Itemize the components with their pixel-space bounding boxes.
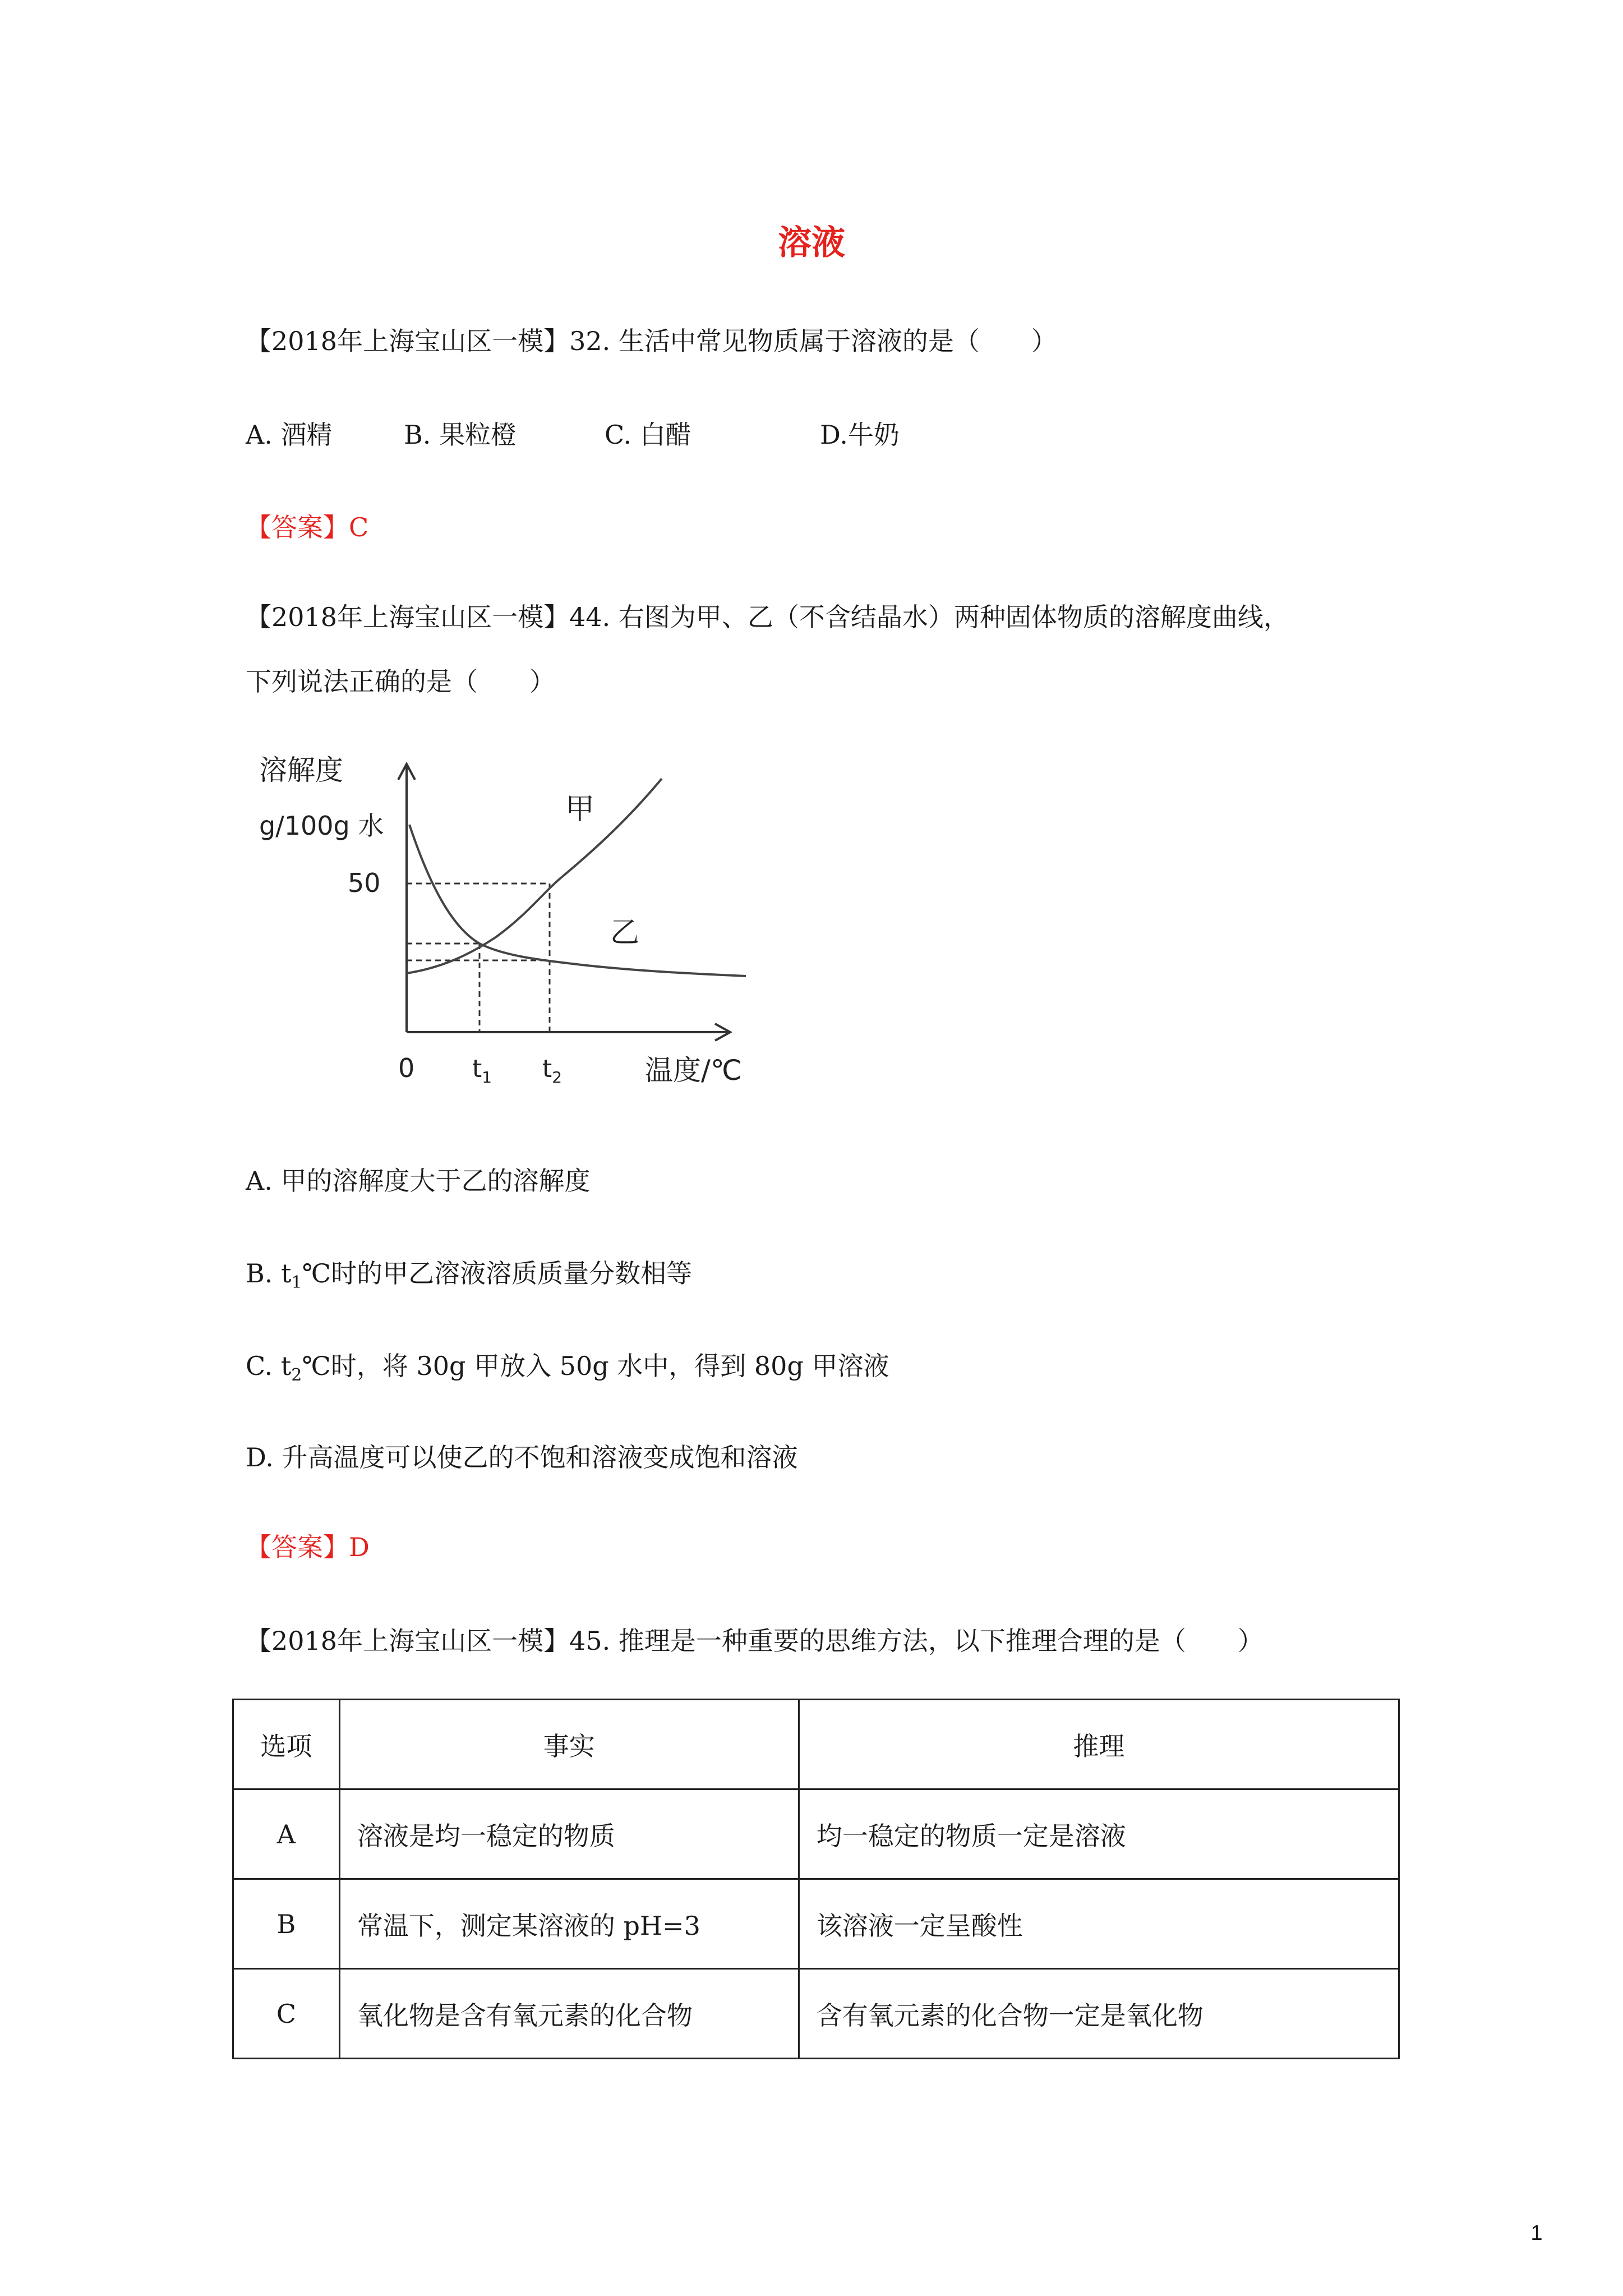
reasoning-table	[232, 1699, 1400, 2059]
curve-yi-label: 乙	[610, 916, 640, 950]
curve-jia-label: 甲	[565, 793, 595, 826]
page-title: 溶液	[778, 223, 845, 263]
row-a-option: A	[233, 1789, 340, 1879]
row-b-fact: 常温下，测定某溶液的 pH=3	[339, 1879, 799, 1969]
header-option: 选项	[233, 1700, 340, 1789]
q44-option-c: C. $t_2℃$时，将 30g 甲放入 50g 水中，得到 80g 甲溶液	[246, 1351, 889, 1385]
question-32-stem: 【2018年上海宝山区一模】32. 生活中常见物质属于溶液的是（ ）	[246, 326, 1057, 356]
q44-option-b: B. $t_1℃$时的甲乙溶液溶质质量分数相等	[246, 1258, 693, 1292]
row-a-inference: 均一稳定的物质一定是溶液	[799, 1789, 1399, 1879]
row-a-fact: 溶液是均一稳定的物质	[339, 1789, 799, 1879]
table-row	[233, 1789, 1399, 1879]
x-axis-label: 温度/℃	[645, 1054, 742, 1087]
page-number: 1	[1530, 2221, 1543, 2245]
y-axis-label-line1: 溶解度	[259, 754, 343, 786]
x-tick-t1: $t_1$	[472, 1055, 492, 1087]
header-inference: 推理	[799, 1700, 1399, 1789]
q44-option-d: D. 升高温度可以使乙的不饱和溶液变成饱和溶液	[246, 1442, 798, 1473]
curve-yi	[409, 825, 746, 976]
q32-answer: 【答案】C	[246, 512, 369, 542]
question-45-stem: 【2018年上海宝山区一模】45. 推理是一种重要的思维方法，以下推理合理的是（ ）	[246, 1626, 1264, 1656]
q44-answer: 【答案】D	[246, 1532, 370, 1562]
x-origin-label: 0	[398, 1053, 415, 1083]
table-row	[233, 1969, 1399, 2059]
table-row	[233, 1879, 1399, 1969]
row-c-inference: 含有氧元素的化合物一定是氧化物	[799, 1969, 1399, 2059]
header-fact: 事实	[339, 1700, 799, 1789]
row-b-option: B	[233, 1879, 340, 1969]
q32-option-b: B. 果粒橙	[404, 420, 517, 450]
row-c-fact: 氧化物是含有氧元素的化合物	[339, 1969, 799, 2059]
row-b-inference: 该溶液一定呈酸性	[799, 1879, 1399, 1969]
q32-option-c: C. 白醋	[605, 420, 691, 450]
row-c-option: C	[233, 1969, 340, 2059]
y-axis-label-line2: g/100g 水	[259, 811, 384, 841]
q32-option-d: D.牛奶	[820, 420, 900, 450]
q32-option-a: A. 酒精	[246, 420, 333, 450]
solubility-curve-figure	[247, 740, 808, 1099]
question-44-stem-line1: 【2018年上海宝山区一模】44. 右图为甲、乙（不含结晶水）两种固体物质的溶解度曲线，	[246, 602, 1289, 632]
question-44-stem-line2: 下列说法正确的是（ ）	[246, 666, 555, 697]
y-tick-50: 50	[348, 868, 381, 898]
table-header-row	[233, 1700, 1399, 1789]
q44-option-a: A. 甲的溶解度大于乙的溶解度	[246, 1166, 591, 1196]
x-tick-t2: $t_2$	[542, 1055, 562, 1087]
